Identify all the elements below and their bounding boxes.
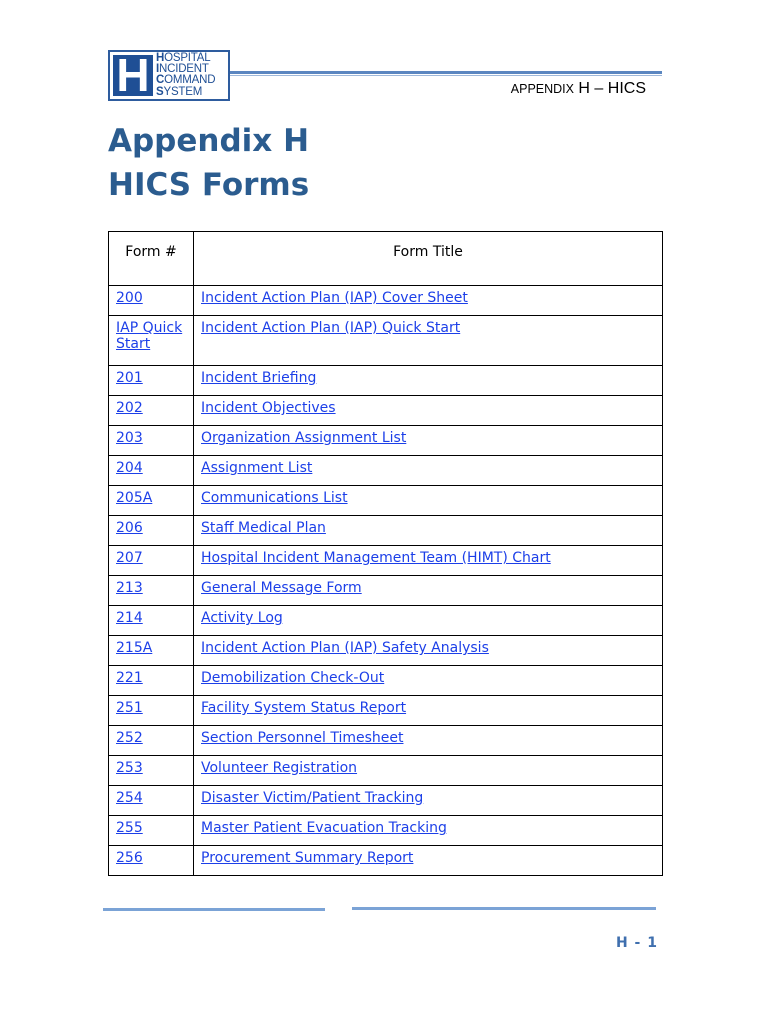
form-number-cell xyxy=(109,316,194,366)
form-title-cell xyxy=(194,786,663,816)
form-title-cell xyxy=(194,396,663,426)
form-number-cell xyxy=(109,516,194,546)
logo-line-3: COMMAND xyxy=(156,74,216,87)
form-title-cell xyxy=(194,846,663,876)
page-title: Appendix H xyxy=(108,123,310,159)
form-title-cell xyxy=(194,726,663,756)
table-row xyxy=(109,546,663,576)
form-title-link[interactable]: Organization Assignment List xyxy=(201,430,407,446)
form-title-link[interactable]: Demobilization Check-Out xyxy=(201,670,385,686)
form-number-cell xyxy=(109,396,194,426)
form-number-cell xyxy=(109,786,194,816)
table-row xyxy=(109,426,663,456)
form-number-link[interactable]: 204 xyxy=(116,460,143,476)
form-title-link[interactable]: Incident Action Plan (IAP) Safety Analysis xyxy=(201,640,489,656)
form-number-link[interactable]: 221 xyxy=(116,670,143,686)
form-title-link[interactable]: Incident Action Plan (IAP) Cover Sheet xyxy=(201,290,468,306)
form-title-cell xyxy=(194,576,663,606)
form-number-link[interactable]: 203 xyxy=(116,430,143,446)
form-number-cell xyxy=(109,816,194,846)
logo-text xyxy=(156,53,215,98)
form-number-cell xyxy=(109,636,194,666)
form-number-link[interactable]: 213 xyxy=(116,580,143,596)
form-number-cell xyxy=(109,606,194,636)
form-number-link[interactable]: 201 xyxy=(116,370,143,386)
form-title-cell xyxy=(194,666,663,696)
table-row xyxy=(109,396,663,426)
form-title-link[interactable]: Master Patient Evacuation Tracking xyxy=(201,820,447,836)
footer-rule-right xyxy=(352,907,656,910)
form-title-link[interactable]: Hospital Incident Management Team (HIMT) Chart xyxy=(201,550,551,566)
form-title-link[interactable]: Disaster Victim/Patient Tracking xyxy=(201,790,424,806)
table-row xyxy=(109,666,663,696)
logo-h-mark: H xyxy=(113,55,153,96)
form-number-link[interactable]: 214 xyxy=(116,610,143,626)
table-header-row xyxy=(109,232,663,286)
page-number: H - 1 xyxy=(615,935,658,951)
header-rule-thin xyxy=(230,75,662,76)
table-row xyxy=(109,726,663,756)
form-number-cell xyxy=(109,546,194,576)
form-title-link[interactable]: Volunteer Registration xyxy=(201,760,358,776)
hics-logo xyxy=(108,50,230,101)
logo-line-1: HOSPITAL xyxy=(156,52,211,64)
header-rule xyxy=(230,71,662,74)
table-row xyxy=(109,516,663,546)
form-title-link[interactable]: Section Personnel Timesheet xyxy=(201,730,404,746)
form-title-cell xyxy=(194,366,663,396)
form-title-link[interactable]: General Message Form xyxy=(201,580,362,596)
form-number-link[interactable]: 251 xyxy=(116,700,143,716)
form-title-link[interactable]: Procurement Summary Report xyxy=(201,850,414,866)
forms-table xyxy=(108,231,663,876)
table-row xyxy=(109,756,663,786)
logo-line-2: INCIDENT xyxy=(156,63,209,76)
form-title-link[interactable]: Incident Briefing xyxy=(201,370,317,386)
form-number-link[interactable]: 202 xyxy=(116,400,143,416)
form-number-cell xyxy=(109,846,194,876)
table-row xyxy=(109,696,663,726)
form-number-cell xyxy=(109,726,194,756)
page-subtitle: HICS Forms xyxy=(108,167,310,203)
table-row xyxy=(109,816,663,846)
column-header-form-number: Form # xyxy=(109,232,194,286)
table-row xyxy=(109,636,663,666)
logo-line-4: SYSTEM xyxy=(156,85,203,98)
form-number-link[interactable]: 206 xyxy=(116,520,143,536)
form-title-cell xyxy=(194,456,663,486)
form-number-link[interactable]: 252 xyxy=(116,730,143,746)
form-number-link[interactable]: 207 xyxy=(116,550,143,566)
form-title-link[interactable]: Staff Medical Plan xyxy=(201,520,326,536)
form-number-link[interactable]: 256 xyxy=(116,850,143,866)
form-number-cell xyxy=(109,366,194,396)
form-title-cell xyxy=(194,426,663,456)
form-title-cell xyxy=(194,486,663,516)
column-header-form-title: Form Title xyxy=(194,232,663,286)
form-number-cell xyxy=(109,576,194,606)
form-title-cell xyxy=(194,286,663,316)
form-number-link[interactable]: 254 xyxy=(116,790,143,806)
form-number-link[interactable]: 215A xyxy=(116,640,153,656)
table-row xyxy=(109,486,663,516)
table-row xyxy=(109,846,663,876)
form-number-link[interactable]: IAP Quick Start xyxy=(116,320,183,352)
form-title-cell xyxy=(194,696,663,726)
form-title-link[interactable]: Communications List xyxy=(201,490,348,506)
form-number-link[interactable]: 255 xyxy=(116,820,143,836)
form-title-cell xyxy=(194,516,663,546)
form-title-cell xyxy=(194,636,663,666)
table-row xyxy=(109,286,663,316)
form-number-link[interactable]: 200 xyxy=(116,290,143,306)
table-row xyxy=(109,786,663,816)
form-number-cell xyxy=(109,456,194,486)
form-number-link[interactable]: 253 xyxy=(116,760,143,776)
form-number-cell xyxy=(109,666,194,696)
table-row xyxy=(109,606,663,636)
form-title-cell xyxy=(194,756,663,786)
form-title-link[interactable]: Incident Objectives xyxy=(201,400,336,416)
form-number-cell xyxy=(109,756,194,786)
footer-rule-left xyxy=(103,908,325,911)
table-row xyxy=(109,316,663,366)
form-title-link[interactable]: Activity Log xyxy=(201,610,283,626)
form-number-cell xyxy=(109,486,194,516)
form-title-cell xyxy=(194,606,663,636)
form-title-cell xyxy=(194,316,663,366)
form-title-cell xyxy=(194,546,663,576)
form-title-link[interactable]: Assignment List xyxy=(201,460,313,476)
form-title-link[interactable]: Facility System Status Report xyxy=(201,700,407,716)
form-number-cell xyxy=(109,426,194,456)
appendix-header-label: APPENDIX H – HICS xyxy=(510,80,646,97)
form-title-link[interactable]: Incident Action Plan (IAP) Quick Start xyxy=(201,320,461,336)
form-number-cell xyxy=(109,286,194,316)
table-row xyxy=(109,576,663,606)
form-number-link[interactable]: 205A xyxy=(116,490,153,506)
table-row xyxy=(109,456,663,486)
table-row xyxy=(109,366,663,396)
form-number-cell xyxy=(109,696,194,726)
form-title-cell xyxy=(194,816,663,846)
